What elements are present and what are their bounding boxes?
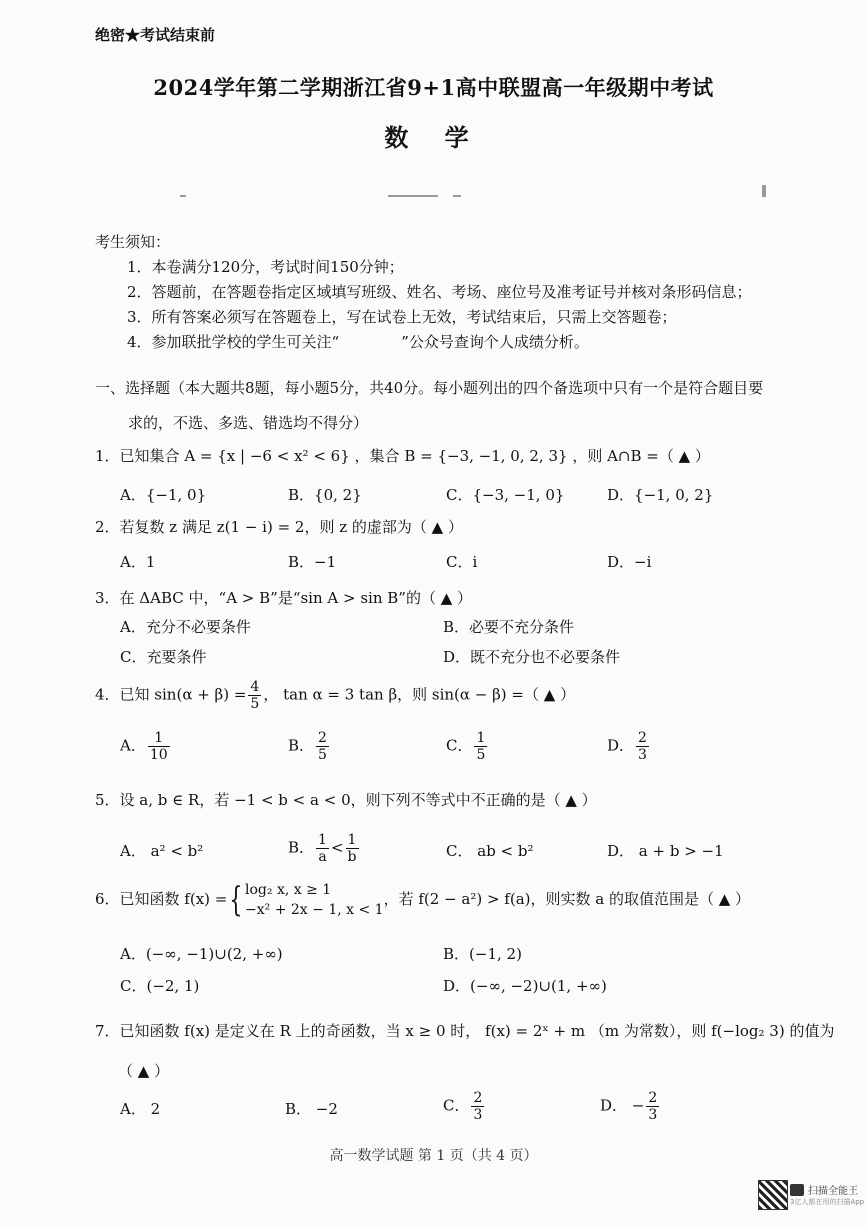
q3-option-d: D．既不充分也不必要条件 [443, 648, 621, 666]
q2-option-a: A．1 [120, 553, 156, 571]
q6-case-1: log₂ x, x ≥ 1 [245, 882, 332, 898]
piecewise-brace: { [229, 880, 243, 920]
notes-heading: 考生须知： [95, 233, 171, 251]
q7-option-a: A． 2 [120, 1100, 161, 1118]
scanner-logo-icon [790, 1184, 804, 1196]
frac-num: 1 [476, 730, 486, 746]
q1-set-a: A = {x | −6 < x² < 6} [184, 447, 350, 465]
q4-frac-num: 4 [250, 679, 260, 695]
question-1 [95, 445, 710, 466]
q5-option-a: A． a² < b² [120, 842, 204, 860]
exam-title: 2024学年第二学期浙江省9+1高中联盟高一年级期中考试 [153, 75, 714, 100]
q1-stem-mid: ，集合 [354, 447, 400, 465]
q6-option-b: B．(−1, 2) [443, 945, 522, 963]
frac-den: 3 [473, 1107, 483, 1123]
candidate-notes [95, 230, 752, 355]
confidential-label: 绝密★考试结束前 [95, 26, 216, 44]
scan-mark [762, 185, 766, 197]
option-label: B． [288, 736, 315, 755]
scan-mark [180, 195, 186, 197]
q4-option-c [446, 730, 489, 763]
frac-num: 1 [318, 832, 327, 848]
q4-option-a [120, 730, 172, 763]
q3-option-b: B．必要不充分条件 [443, 618, 575, 636]
option-label: C． [443, 1096, 470, 1115]
q4-fraction [248, 679, 261, 712]
q1-stem-post: ，则 A∩B =（ ▲ ） [572, 447, 710, 465]
frac-den: 3 [638, 747, 647, 763]
section-line-1: 一、选择题（本大题共8题，每小题5分，共40分。每小题列出的四个备选项中只有一个是符合题目要 [95, 379, 764, 397]
q1-stem-pre: 1．已知集合 [95, 447, 180, 465]
frac-num: 2 [318, 730, 327, 746]
option-label: C． [446, 736, 473, 755]
piecewise-cases [245, 880, 384, 920]
subject-title: 数 学 [384, 123, 483, 152]
frac-den: a [318, 849, 327, 865]
question-6 [95, 880, 750, 920]
note-item: 3．所有答案必须写在答题卷上，写在试卷上无效，考试结束后，只需上交答题卷； [127, 308, 677, 326]
note-item-4-text: 4．参加联批学校的学生可关注“ [127, 333, 340, 351]
note-item: 1．本卷满分120分，考试时间150分钟； [127, 258, 404, 276]
frac-den: 3 [648, 1107, 658, 1123]
question-5: 5．设 a, b ∈ R，若 −1 < b < a < 0，则下列不等式中不正确的是（ ▲ ） [95, 791, 597, 809]
frac-den: 10 [149, 747, 168, 763]
frac-num: 2 [648, 1090, 658, 1106]
q6-case-2: −x² + 2x − 1, x < 1 [245, 902, 384, 918]
question-7-answer-mark: （ ▲ ） [118, 1062, 170, 1080]
section-line-2: 求的，不选、多选、错选均不得分） [128, 414, 369, 432]
q5-option-b [288, 832, 361, 865]
q6-stem-pre: 6．已知函数 f(x) = [95, 890, 228, 908]
note-item [95, 330, 752, 355]
question-4 [95, 679, 575, 712]
q4-stem-pre: 4．已知 sin(α + β) = [95, 685, 247, 704]
q5-option-d: D． a + b > −1 [607, 842, 724, 860]
q6-option-c: C．(−2, 1) [120, 977, 200, 995]
q2-option-d: D．−i [607, 553, 652, 571]
q7-option-c [443, 1090, 486, 1123]
scanner-watermark-sub: 3亿人都在用的扫描App [790, 1198, 865, 1206]
frac-num: 2 [473, 1090, 483, 1106]
question-2: 2．若复数 z 满足 z(1 − i) = 2，则 z 的虚部为（ ▲ ） [95, 518, 463, 536]
option-label: D． [607, 736, 635, 755]
note-item-4-tail: ”公众号查询个人成绩分析。 [401, 333, 589, 351]
q2-option-c: C．i [446, 553, 478, 571]
frac-num: 2 [638, 730, 647, 746]
q1-set-b: B = {−3, −1, 0, 2, 3} [404, 447, 568, 465]
option-label: B． [288, 838, 315, 857]
q4-stem-post: ， tan α = 3 tan β，则 sin(α − β) =（ ▲ ） [263, 685, 576, 704]
scanner-watermark: 扫描全能王 [808, 1186, 858, 1197]
question-7: 7．已知函数 f(x) 是定义在 R 上的奇函数，当 x ≥ 0 时， f(x) = 2ˣ + m （m 为常数），则 f(−log₂ 3) 的值为 [95, 1022, 835, 1040]
option-label: A． [120, 736, 146, 755]
q1-option-d: D．{−1, 0, 2} [607, 486, 714, 504]
q6-option-d: D．(−∞, −2)∪(1, +∞) [443, 977, 607, 995]
question-3: 3．在 ΔABC 中，“A > B”是“sin A > sin B”的（ ▲ ） [95, 589, 473, 607]
q2-option-b: B．−1 [288, 553, 337, 571]
q4-frac-den: 5 [250, 696, 260, 712]
frac-den: b [347, 849, 357, 865]
option-label: D． − [600, 1096, 645, 1115]
q3-option-c: C．充要条件 [120, 648, 207, 666]
scan-mark [453, 195, 461, 197]
q1-option-b: B．{0, 2} [288, 486, 362, 504]
q4-option-b [288, 730, 331, 763]
q7-option-d [600, 1090, 661, 1123]
scan-mark [388, 195, 438, 197]
q7-option-b: B． −2 [285, 1100, 338, 1118]
q1-option-c: C．{−3, −1, 0} [446, 486, 565, 504]
qr-code-icon [758, 1180, 788, 1210]
frac-num: 1 [346, 832, 359, 849]
q4-option-d [607, 730, 651, 763]
q6-stem-post: ，若 f(2 − a²) > f(a)，则实数 a 的取值范围是（ ▲ ） [383, 890, 751, 908]
note-item: 2．答题前，在答题卷指定区域填写班级、姓名、考场、座位号及准考证号并核对条形码信息； [127, 283, 752, 301]
frac-den: 5 [318, 747, 327, 763]
section-heading [95, 371, 840, 441]
q5-option-c: C． ab < b² [446, 842, 534, 860]
operator: < [330, 838, 344, 857]
frac-num: 1 [148, 730, 170, 747]
q1-option-a: A．{−1, 0} [120, 486, 207, 504]
q3-option-a: A．充分不必要条件 [120, 618, 251, 636]
q6-option-a: A．(−∞, −1)∪(2, +∞) [120, 945, 283, 963]
frac-den: 5 [476, 747, 486, 763]
page-footer: 高一数学试题 第 1 页（共 4 页） [329, 1148, 538, 1164]
